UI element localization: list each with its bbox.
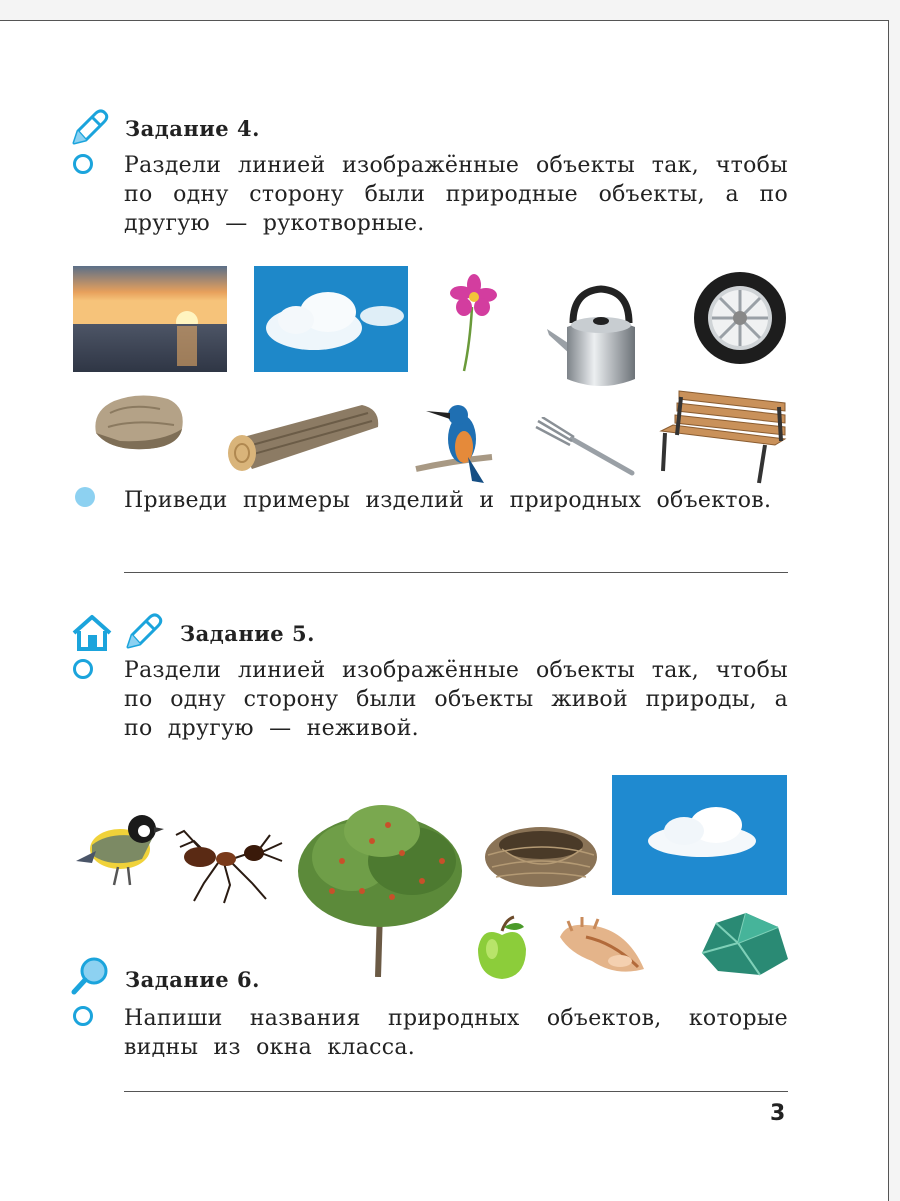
task-4-instruction: Раздели линией изображённые объекты так, чтобы по одну сторону были природные объекты, а по другую — рукотворные.	[124, 153, 788, 236]
wheel-tire-image	[693, 271, 787, 365]
task-5-instruction: Раздели линией изображённые объекты так, чтобы по одну сторону были объекты живой природы, а по другую — неживой.	[124, 658, 788, 741]
ant-image	[174, 821, 286, 905]
magnifier-icon	[70, 955, 112, 997]
open-circle-marker	[73, 659, 93, 679]
kingfisher-bird-image	[412, 397, 496, 485]
fork-image	[532, 417, 638, 481]
sunset-sea-image	[73, 266, 227, 372]
page-number: 3	[770, 1101, 786, 1126]
answer-line	[124, 572, 788, 573]
bench-image	[655, 385, 789, 485]
stone-image	[90, 389, 186, 453]
kettle-image	[543, 283, 639, 391]
flower-image	[448, 273, 500, 373]
house-icon	[70, 613, 114, 653]
answer-line	[124, 1091, 788, 1092]
open-circle-marker	[73, 154, 93, 174]
titmouse-bird-image	[72, 799, 166, 889]
cloud-sky-image	[612, 775, 787, 895]
pencil-icon	[122, 611, 164, 653]
crystal-stone-image	[698, 909, 790, 979]
apple-image	[474, 915, 530, 981]
textbook-page	[0, 20, 889, 1201]
nest-image	[482, 819, 600, 891]
task-4-extra-instruction: Приведи примеры изделий и природных объектов.	[124, 488, 772, 513]
cloud-sky-image	[254, 266, 408, 372]
filled-circle-marker	[75, 487, 95, 507]
tree-image	[292, 801, 472, 977]
task-6-instruction: Напиши названия природных объектов, которые видны из окна класса.	[124, 1006, 788, 1060]
seashell-image	[556, 917, 648, 979]
task-6-title: Задание 6.	[125, 967, 260, 992]
pencil-icon	[68, 107, 110, 149]
open-circle-marker	[73, 1006, 93, 1026]
task-4-title: Задание 4.	[125, 116, 260, 141]
log-image	[222, 399, 382, 477]
task-5-title: Задание 5.	[180, 621, 315, 646]
